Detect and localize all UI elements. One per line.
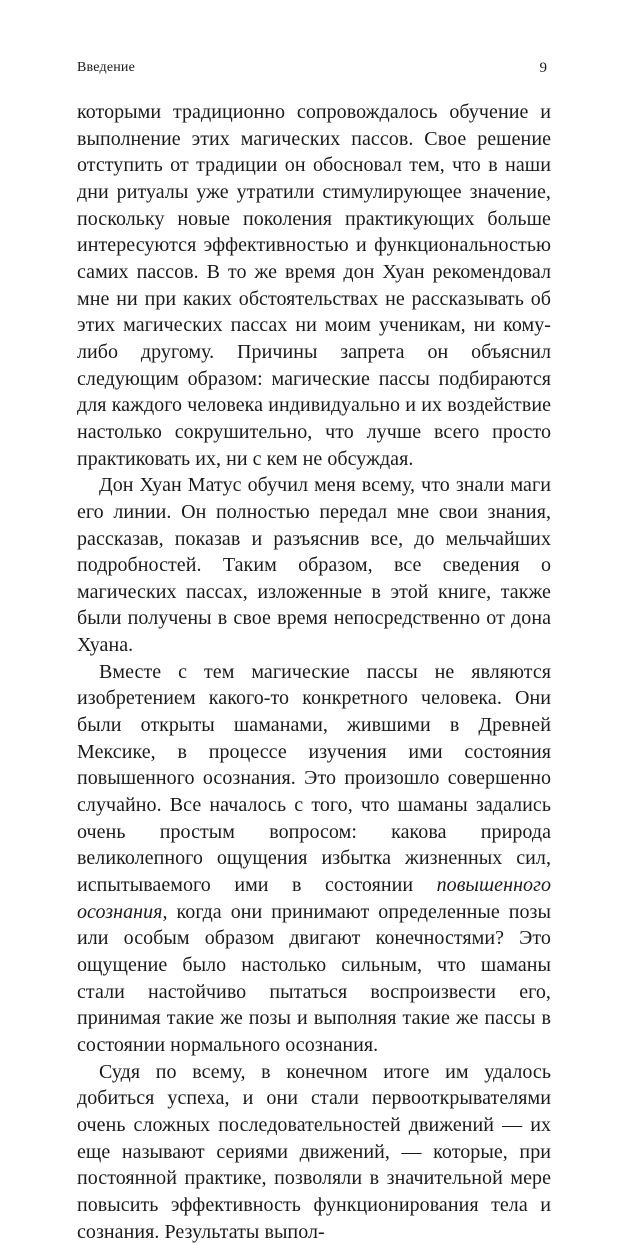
paragraph-3-text-start: Вместе с тем магические пассы не являются изобретением какого-то конкретного человека. Они были открыты шаманами, жившими в Древней Мексике, в процессе изучения ими состояния повышенного осознания. Это произошло совершенно случайно. Все началось с того, что шаманы задались очень простым вопросом: какова природа великолепного ощущения избытка жизненных сил, испытываемого ими в состоянии <box>77 660 551 897</box>
body-text <box>77 99 551 1245</box>
paragraph-3 <box>77 659 551 1059</box>
paragraph-1: которыми традиционно сопровождалось обучение и выполнение этих магических пассов. Свое решение отступить от традиции он обосновал тем, что в наши дни ритуалы уже утратили стимулирующее значение, поскольку новые поколения практикующих больше интересуются эффективностью и функциональностью самих пассов. В то же время дон Хуан рекомендовал мне ни при каких обстоятельствах не рассказывать об этих магических пассах ни моим ученикам, ни кому-либо другому. Причины запрета он объяснил следующим образом: магические пассы подбираются для каждого человека индивидуально и их воздействие настолько сокрушительно, что лучше всего просто практиковать их, ни с кем не обсуждая. <box>77 101 551 470</box>
page-number: 9 <box>539 60 547 76</box>
running-head-section-title: Введение <box>77 60 136 75</box>
paragraph-2: Дон Хуан Матус обучил меня всему, что знали маги его линии. Он полностью передал мне свои знания, рассказав, показав и разъяснив все, до мельчайших подробностей. Таким образом, все сведения о магических пассах, изложенные в этой книге, также были получены в свое время непосредственно от дона Хуана. <box>77 474 551 657</box>
paragraph-4: Судя по всему, в конечном итоге им удалось добиться успеха, и они стали первооткрывателями очень сложных последовательностей движений — их еще называют сериями движений, — которые, при постоянной практике, позволяли в значительной мере повысить эффективность функционирования тела и сознания. Результаты выпол- <box>77 1060 551 1243</box>
italic-term: повышенного осознания <box>77 874 551 923</box>
paragraph-3-text-end: , когда они принимают определенные позы или особым образом двигают конечностями? Это ощущение было настолько сильным, что шаманы стали настойчиво пытаться воспроизвести его, принимая такие же позы и выполняя такие же пассы в состоянии нормального осознания. <box>77 900 551 1056</box>
